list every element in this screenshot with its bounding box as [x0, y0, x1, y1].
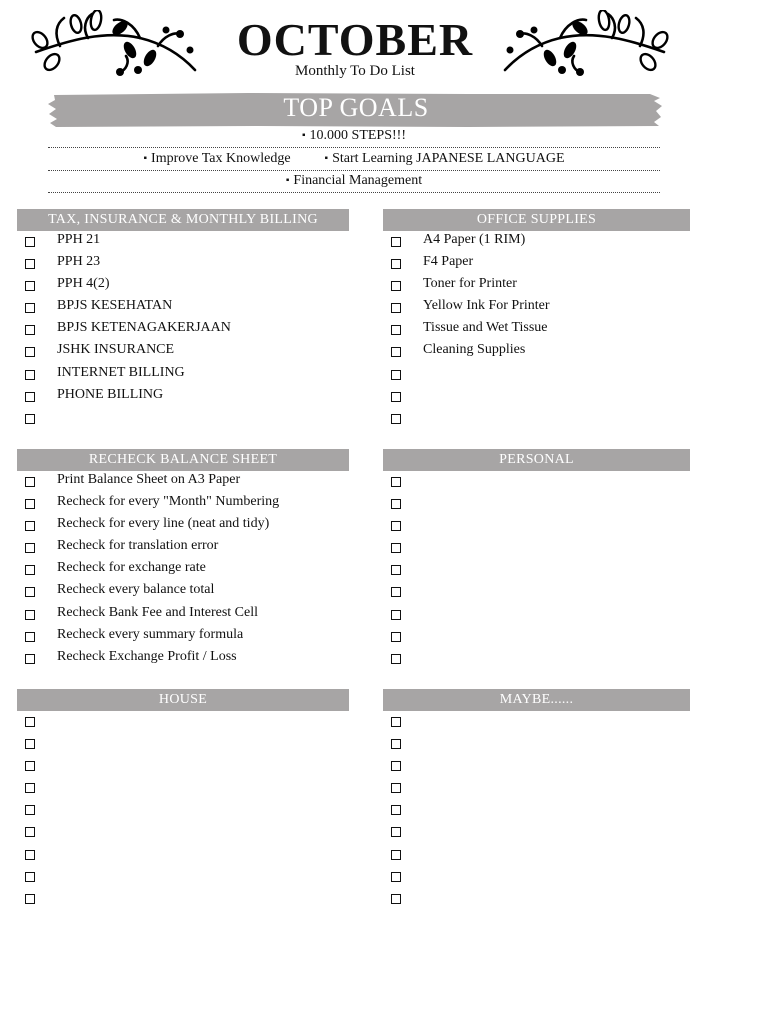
- top-goals-title: TOP GOALS: [283, 93, 429, 122]
- checklist-item-label: F4 Paper: [423, 254, 474, 270]
- checkbox[interactable]: [391, 392, 401, 402]
- goal-line-1: [48, 126, 660, 148]
- checklist-item: [17, 515, 349, 537]
- checklist-item: [383, 777, 690, 799]
- checkbox[interactable]: [25, 237, 35, 247]
- checkbox[interactable]: [25, 392, 35, 402]
- checkbox[interactable]: [391, 894, 401, 904]
- checklist-item: [383, 275, 690, 297]
- checklist-item: [17, 866, 349, 888]
- section-office-supplies: [383, 209, 690, 430]
- goal-item: ▪ Start Learning JAPANESE LANGUAGE: [324, 151, 565, 166]
- checklist-item-label: Recheck every summary formula: [57, 626, 244, 642]
- checklist-item-label: PHONE BILLING: [57, 386, 164, 402]
- checkbox[interactable]: [391, 370, 401, 380]
- checkbox[interactable]: [25, 850, 35, 860]
- checkbox[interactable]: [391, 761, 401, 771]
- checkbox[interactable]: [391, 565, 401, 575]
- checklist-item: [383, 888, 690, 910]
- checklist-item: [383, 297, 690, 319]
- checkbox[interactable]: [391, 259, 401, 269]
- checklist-item: [17, 297, 349, 319]
- checklist-item: [383, 231, 690, 253]
- checklist-item-label: Recheck every balance total: [57, 582, 215, 598]
- checklist-item-label: JSHK INSURANCE: [57, 342, 175, 358]
- checklist-item: [383, 755, 690, 777]
- checklist-item: [17, 275, 349, 297]
- month-title: OCTOBER: [236, 14, 474, 65]
- checklist-item-label: BPJS KESEHATAN: [57, 298, 173, 314]
- checkbox[interactable]: [391, 521, 401, 531]
- checkbox[interactable]: [391, 477, 401, 487]
- checkbox[interactable]: [25, 325, 35, 335]
- checklist-item-label: Recheck for translation error: [57, 538, 219, 554]
- checkbox[interactable]: [391, 632, 401, 642]
- checkbox[interactable]: [25, 521, 35, 531]
- checkbox[interactable]: [25, 281, 35, 291]
- checklist-item-label: Print Balance Sheet on A3 Paper: [57, 472, 241, 487]
- checkbox[interactable]: [391, 325, 401, 335]
- checklist-item: [383, 711, 690, 733]
- checklist-item-label: Yellow Ink For Printer: [423, 298, 550, 314]
- checklist-item: [17, 386, 349, 408]
- checklist-item: [17, 559, 349, 581]
- goal-item: ▪ Financial Management: [285, 173, 423, 188]
- checkbox[interactable]: [391, 543, 401, 553]
- checklist-item: [17, 253, 349, 275]
- checklist-item: [17, 471, 349, 493]
- checklist-item-label: Recheck for every "Month" Numbering: [57, 494, 280, 510]
- goal-line-3: [48, 171, 660, 193]
- section-recheck-balance-sheet: [17, 449, 349, 670]
- checklist-item-label: Toner for Printer: [423, 276, 517, 292]
- section-header: RECHECK BALANCE SHEET: [17, 449, 349, 471]
- checklist-item: [383, 799, 690, 821]
- checkbox[interactable]: [25, 565, 35, 575]
- section-tax-insurance-billing: [17, 209, 349, 430]
- checklist-item: [383, 733, 690, 755]
- checkbox[interactable]: [25, 543, 35, 553]
- checklist-item: [383, 408, 690, 430]
- checklist-item: [17, 777, 349, 799]
- checklist-item: [17, 755, 349, 777]
- checkbox[interactable]: [25, 654, 35, 664]
- section-header: MAYBE......: [383, 689, 690, 711]
- checkbox[interactable]: [25, 632, 35, 642]
- checklist-item-label: Recheck Exchange Profit / Loss: [57, 648, 237, 664]
- section-header: OFFICE SUPPLIES: [383, 209, 690, 231]
- checklist-item: [383, 604, 690, 626]
- checklist-item: [17, 733, 349, 755]
- checklist-item-label: PPH 21: [57, 232, 101, 247]
- checkbox[interactable]: [25, 761, 35, 771]
- checkbox[interactable]: [25, 805, 35, 815]
- checklist-item: [17, 648, 349, 670]
- checklist-item: [17, 581, 349, 603]
- checklist-item: [383, 866, 690, 888]
- checklist-item-label: PPH 4(2): [57, 276, 110, 292]
- floral-ornament-left-icon: [30, 10, 200, 80]
- checklist-item: [383, 515, 690, 537]
- checkbox[interactable]: [25, 303, 35, 313]
- checklist-item: [17, 231, 349, 253]
- checklist-item-label: Recheck Bank Fee and Interest Cell: [57, 604, 258, 620]
- checklist-item-label: PPH 23: [57, 254, 101, 270]
- checkbox[interactable]: [25, 610, 35, 620]
- checkbox[interactable]: [25, 783, 35, 793]
- checklist-item: [383, 537, 690, 559]
- checkbox[interactable]: [25, 894, 35, 904]
- checkbox[interactable]: [391, 414, 401, 424]
- checkbox[interactable]: [25, 414, 35, 424]
- checkbox[interactable]: [25, 347, 35, 357]
- checklist-item: [383, 626, 690, 648]
- section-personal: [383, 449, 690, 670]
- checklist-item: [17, 844, 349, 866]
- checkbox[interactable]: [25, 499, 35, 509]
- checklist-item-label: Cleaning Supplies: [423, 342, 526, 358]
- goal-item: ▪ Improve Tax Knowledge: [143, 151, 291, 166]
- goal-item: ▪ 10.000 STEPS!!!: [302, 128, 406, 143]
- checklist-item-label: Recheck for every line (neat and tidy): [57, 516, 270, 532]
- checklist-item-label: Tissue and Wet Tissue: [423, 320, 548, 336]
- checkbox[interactable]: [25, 739, 35, 749]
- checklist-item: [383, 844, 690, 866]
- checkbox[interactable]: [391, 347, 401, 357]
- checkbox[interactable]: [25, 872, 35, 882]
- checkbox[interactable]: [391, 587, 401, 597]
- checkbox[interactable]: [391, 303, 401, 313]
- checklist-item-label: BPJS KETENAGAKERJAAN: [57, 320, 231, 336]
- floral-ornament-right-icon: [500, 10, 670, 80]
- checklist-item: [383, 493, 690, 515]
- checklist-item: [383, 386, 690, 408]
- checklist-item: [17, 319, 349, 341]
- checkbox[interactable]: [391, 281, 401, 291]
- checkbox[interactable]: [25, 587, 35, 597]
- checkbox[interactable]: [25, 827, 35, 837]
- checkbox[interactable]: [391, 654, 401, 664]
- checklist-item: [383, 581, 690, 603]
- checkbox[interactable]: [25, 477, 35, 487]
- checklist-item: [17, 341, 349, 363]
- checklist-item: [383, 364, 690, 386]
- checklist-item: [383, 471, 690, 493]
- checklist-item: [383, 341, 690, 363]
- checklist-item: [17, 408, 349, 430]
- goal-line-2: [48, 149, 660, 171]
- checklist-item: [17, 493, 349, 515]
- checklist-item: [17, 888, 349, 910]
- checkbox[interactable]: [391, 805, 401, 815]
- checklist-item-label: A4 Paper (1 RIM): [423, 232, 526, 247]
- section-maybe: [383, 689, 690, 910]
- checklist-item: [383, 821, 690, 843]
- checklist-item: [383, 559, 690, 581]
- checkbox[interactable]: [391, 827, 401, 837]
- checklist-item: [17, 537, 349, 559]
- checklist-item: [383, 319, 690, 341]
- section-house: [17, 689, 349, 910]
- checkbox[interactable]: [391, 783, 401, 793]
- checkbox[interactable]: [25, 370, 35, 380]
- section-header: PERSONAL: [383, 449, 690, 471]
- checklist-item: [17, 364, 349, 386]
- checklist-item: [17, 799, 349, 821]
- checklist-item: [17, 821, 349, 843]
- page-subtitle: Monthly To Do List: [295, 63, 415, 79]
- checkbox[interactable]: [391, 499, 401, 509]
- section-header: TAX, INSURANCE & MONTHLY BILLING: [17, 209, 349, 231]
- checkbox[interactable]: [391, 237, 401, 247]
- checkbox[interactable]: [391, 717, 401, 727]
- checkbox[interactable]: [391, 872, 401, 882]
- checklist-item-label: INTERNET BILLING: [57, 364, 185, 380]
- checkbox[interactable]: [391, 739, 401, 749]
- checklist-item: [17, 711, 349, 733]
- checkbox[interactable]: [25, 717, 35, 727]
- checklist-item: [17, 604, 349, 626]
- checklist-item: [17, 626, 349, 648]
- section-header: HOUSE: [17, 689, 349, 711]
- checkbox[interactable]: [391, 610, 401, 620]
- checklist-item-label: Recheck for exchange rate: [57, 560, 206, 576]
- checkbox[interactable]: [391, 850, 401, 860]
- checklist-item: [383, 648, 690, 670]
- checklist-item: [383, 253, 690, 275]
- checkbox[interactable]: [25, 259, 35, 269]
